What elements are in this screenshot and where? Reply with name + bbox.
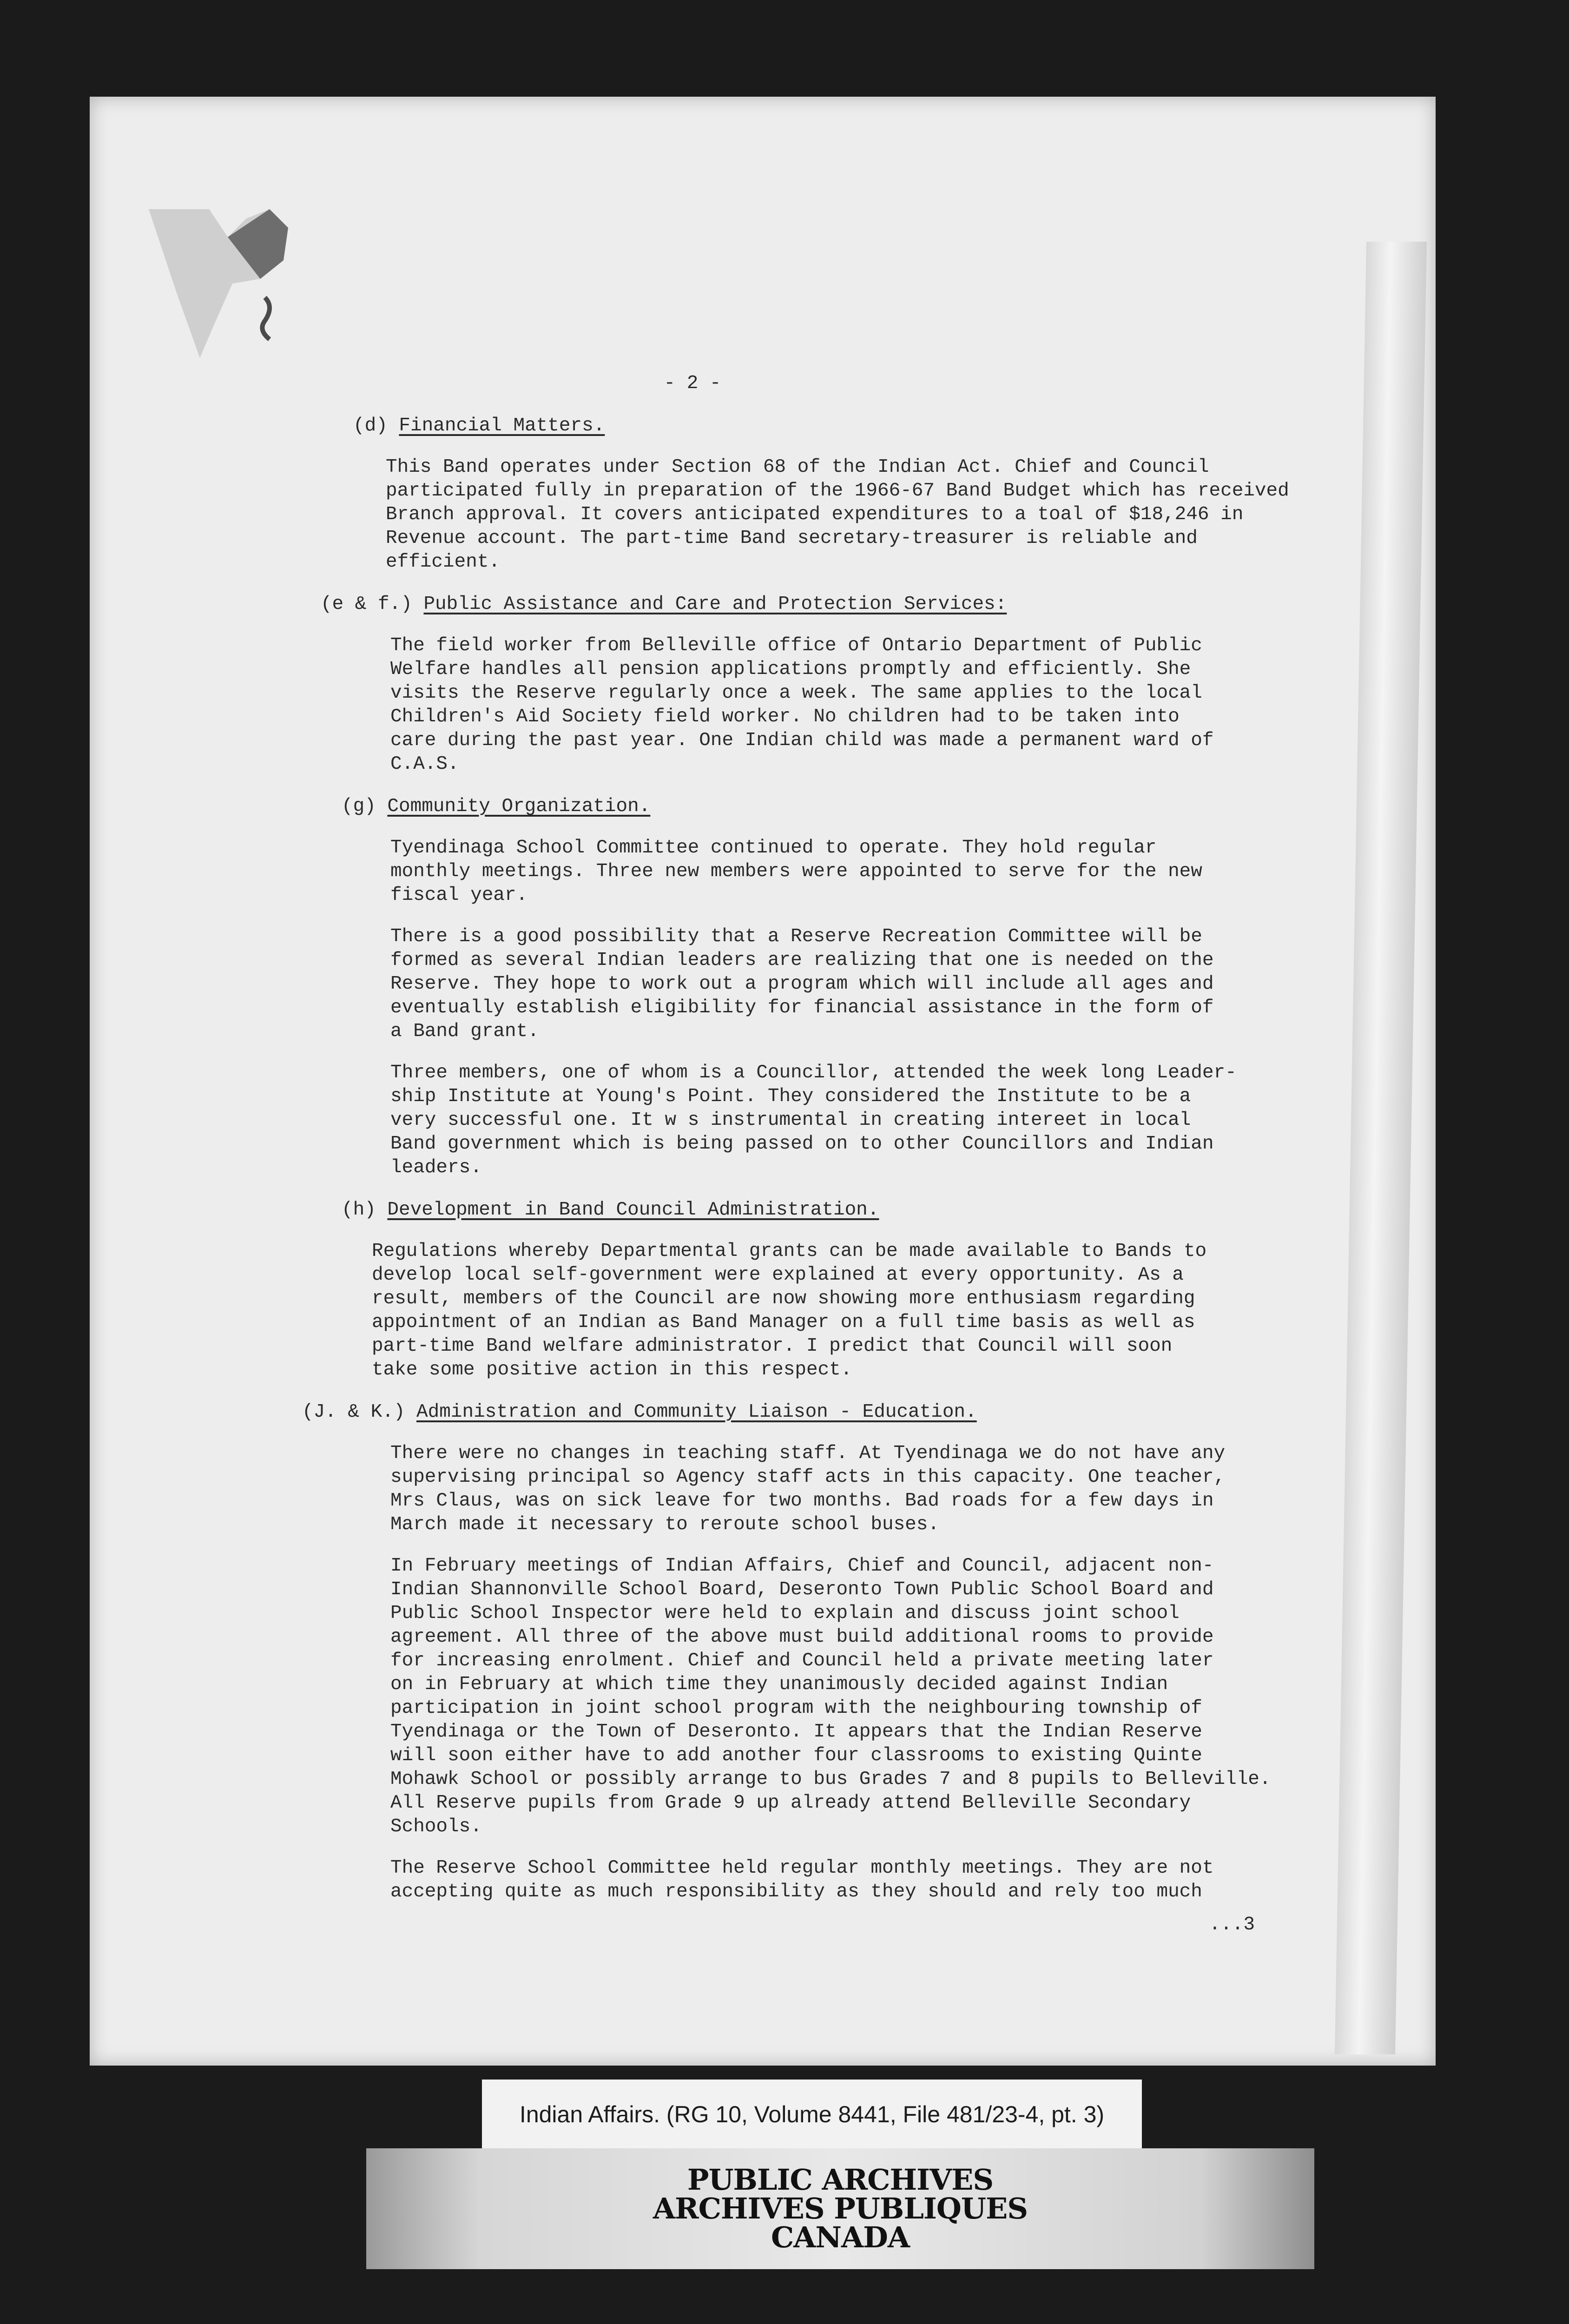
section-g-heading [342,795,1311,819]
archives-stamp [366,2148,1314,2269]
paper-clip-mark [149,209,381,367]
stamp-line: PUBLIC ARCHIVES [687,2163,994,2197]
section-jk-heading [302,1400,1311,1424]
section-letter: (J. & K.) [302,1401,405,1423]
paragraph: This Band operates under Section 68 of the Indian Act. Chief and Council participated fully in preparation of the 1966-67 Band Budget which has received Branch approval. It covers anticipated expenditures to a toal of $18,246 in Revenue account. The part-time Band secretary-treasurer is reliable and efficient. [386,456,1289,573]
archive-reference-text: Indian Affairs. (RG 10, Volume 8441, File 481/23-4, pt. 3) [519,2101,1105,2127]
section-title: Development in Band Council Administration. [387,1199,879,1221]
section-letter: (d) [353,415,388,436]
stamp-line: ARCHIVES PUBLIQUES [653,2192,1028,2225]
paragraph: Tyendinaga School Committee continued to operate. They hold regular monthly meetings. Three new members were appointed to serve for the new fiscal year. [390,837,1202,906]
paragraph: In February meetings of Indian Affairs, Chief and Council, adjacent non- Indian Shannonville School Board, Deseronto Town Public School Board and Public School Inspector were held to explain and discuss joint school agreement. All three of the above must build additional rooms to provide for increasing enrolment. Chief and Council held a private meeting later on in February at which time they unanimously decided against Indian participation in joint school program with the neighbouring township of Tyendinaga or the Town of Deseronto. It appears that the Indian Reserve will soon either have to add another four classrooms to existing Quinte Mohawk School or possibly arrange to bus Grades 7 and 8 pupils to Belleville. All Reserve pupils from Grade 9 up already attend Belleville Secondary Schools. [390,1555,1271,1837]
section-title: Public Assistance and Care and Protection Services: [423,594,1007,615]
section-title: Financial Matters. [399,415,605,436]
section-d-heading [353,414,1311,438]
section-ef-heading [321,593,1311,616]
archive-reference-label [482,2080,1142,2149]
paragraph: Regulations whereby Departmental grants can be made available to Bands to develop local self-government were explained at every opportunity. As a result, members of the Council are now showing more enthusiasm regarding appointment of an Indian as Band Manager on a full time basis as well as part-time Band welfare administrator. I predict that Council will soon take some positive action in this respect. [372,1241,1207,1380]
paragraph: There is a good possibility that a Reserve Recreation Committee will be formed as several Indian leaders are realizing that one is needed on the Reserve. They hope to work out a program which will include all ages and eventually establish eligibility for financial assistance in the form of a Band grant. [390,926,1214,1042]
section-letter: (e & f.) [321,594,412,615]
continued-marker: ...3 [1209,1914,1255,1935]
section-h-heading [342,1198,1311,1222]
section-title: Administration and Community Liaison - Education. [416,1401,977,1423]
stamp-line: CANADA [771,2220,910,2254]
paragraph: There were no changes in teaching staff. At Tyendinaga we do not have any supervising principal so Agency staff acts in this capacity. One teacher, Mrs Claus, was on sick leave for two months. Bad roads for a few days in March made it necessary to reroute school buses. [390,1443,1226,1535]
section-title: Community Organization. [387,796,651,817]
paragraph: Three members, one of whom is a Councillor, attended the week long Leader- ship Institute at Young's Point. They considered the Institute to be a very successful one. It w s instrumental in creating intereet in local Band government which is being passed on to other Councillors and Indian leaders. [390,1062,1237,1178]
section-letter: (g) [342,796,376,817]
document-body [302,372,1311,1937]
paragraph: The Reserve School Committee held regular monthly meetings. They are not accepting quite as much responsibility as they should and rely too much [390,1857,1214,1902]
paragraph: The field worker from Belleville office of Ontario Department of Public Welfare handles all pension applications promptly and efficiently. She visits the Reserve regularly once a week. The same applies to the local Children's Aid Society field worker. No children had to be taken into care during the past year. One Indian child was made a permanent ward of C.A.S. [390,635,1214,775]
section-letter: (h) [342,1199,376,1221]
page-number: - 2 - [664,373,721,394]
